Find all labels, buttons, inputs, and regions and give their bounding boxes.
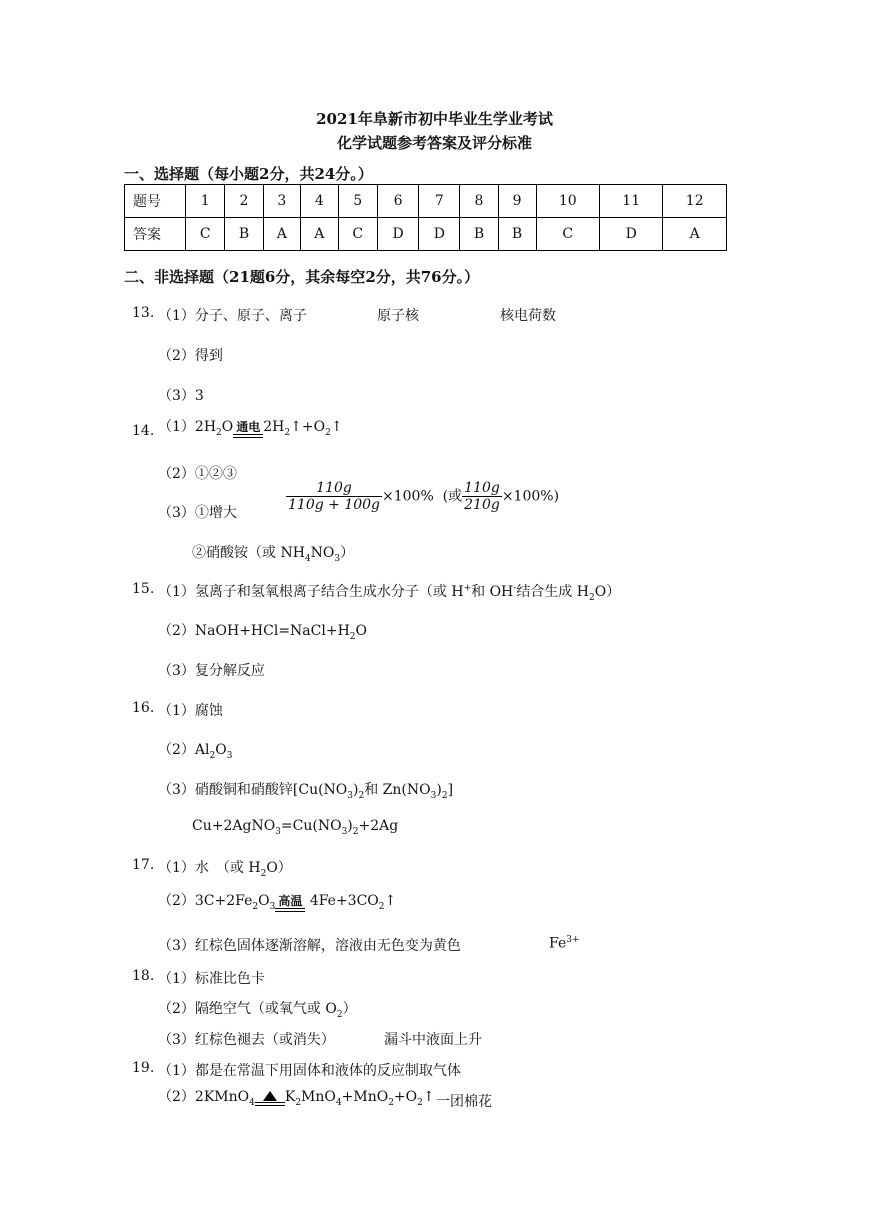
q15-number: 15.: [132, 581, 155, 597]
text: （1）氢离子和氢氧根离子结合生成水分子（或 H: [158, 584, 464, 600]
doc-title: 2021年阜新市初中毕业生学业考试: [316, 110, 553, 128]
q13-part2: （2）得到: [158, 348, 223, 364]
table-cell: B: [460, 218, 498, 251]
text: O）: [594, 584, 621, 600]
text: 和 Zn(NO: [364, 782, 431, 798]
alt-open: (或: [442, 488, 463, 505]
table-cell: A: [301, 218, 338, 251]
eq-text: ↑: [330, 419, 343, 435]
text: ]: [447, 782, 454, 798]
table-cell: C: [536, 218, 599, 251]
table-cell: A: [663, 218, 727, 251]
equals-sign: [255, 1102, 285, 1106]
eq-text: 2H: [194, 419, 217, 435]
q14-part1-equation: [158, 416, 343, 438]
text: O: [215, 742, 227, 758]
doc-subtitle: 化学试题参考答案及评分标准: [336, 134, 532, 152]
text: Cu+2AgNO: [192, 818, 276, 834]
section2-heading: 二、非选择题（21题6分，其余每空2分，共76分。）: [124, 268, 480, 286]
text: +MnO: [341, 1089, 389, 1105]
subscript: 2: [441, 790, 448, 801]
denominator: 210g: [464, 497, 500, 513]
subscript: 2: [336, 1009, 343, 1020]
q17-ion: [549, 935, 580, 952]
subscript: 3: [226, 750, 233, 761]
q15-part1: [158, 581, 620, 603]
part-label: （1）: [158, 419, 195, 435]
text: 4Fe+3CO: [309, 893, 379, 909]
superscript: +: [463, 583, 472, 594]
q16-part1: （1）腐蚀: [158, 703, 223, 719]
q17-part3: （3）红棕色固体逐渐溶解，溶液由无色变为黄色: [158, 938, 461, 954]
q17-number: 17.: [132, 857, 155, 873]
heat-condition: [255, 1091, 285, 1106]
text: ): [353, 782, 359, 798]
q19-number: 19.: [132, 1060, 155, 1076]
subscript: 2: [417, 1097, 423, 1108]
numerator: 110g: [464, 480, 500, 496]
text: （1）水 （或 H: [158, 860, 261, 876]
reaction-condition: [233, 421, 263, 438]
subscript: 4: [249, 1097, 255, 1108]
triangle-icon: [263, 1091, 277, 1101]
table-row-numbers: [125, 185, 727, 218]
subscript: 3: [334, 553, 341, 564]
q16-number: 16.: [132, 700, 155, 716]
q17-part2: [158, 890, 396, 912]
numerator: 110g: [316, 480, 352, 496]
subscript: 2: [252, 901, 259, 912]
subscript: 2: [295, 1097, 302, 1108]
table-cell: 1: [186, 185, 225, 218]
subscript: 2: [260, 868, 267, 879]
subscript: 2: [388, 1097, 394, 1108]
superscript: -: [513, 583, 517, 594]
q13-part1-c: 核电荷数: [500, 308, 556, 324]
text: ）: [342, 1001, 357, 1017]
subscript: 2: [216, 427, 222, 438]
text: 结合生成 H: [516, 584, 589, 600]
table-cell: C: [186, 218, 225, 251]
q18-part3-b: 漏斗中液面上升: [384, 1032, 482, 1048]
subscript: 2: [209, 750, 216, 761]
superscript: 3+: [566, 935, 580, 945]
q14-number: 14.: [132, 423, 155, 439]
text: （2）Al: [158, 742, 210, 758]
table-cell: 9: [498, 185, 536, 218]
subscript: 2: [325, 427, 331, 438]
table-cell: 6: [378, 185, 419, 218]
q18-part2: [158, 998, 357, 1020]
table-cell: 12: [663, 185, 727, 218]
table-cell: B: [498, 218, 536, 251]
text: ②硝酸铵（或 NH: [192, 545, 305, 561]
section1-heading: 一、选择题（每小题2分，共24分。）: [124, 165, 373, 183]
q19-part2: [158, 1086, 435, 1108]
q18-part3: （3）红棕色褪去（或消失）: [158, 1032, 335, 1048]
condition-label: 高温: [278, 894, 303, 908]
subscript: 2: [378, 901, 385, 912]
table-cell: C: [338, 218, 377, 251]
table-cell: 7: [419, 185, 460, 218]
q15-part2: [158, 620, 367, 642]
subscript: 2: [352, 826, 359, 837]
table-cell: 11: [600, 185, 663, 218]
text: O: [258, 893, 270, 909]
subscript: 2: [588, 592, 595, 603]
fraction-1: [286, 480, 382, 513]
q14-part3-b: [192, 542, 354, 564]
text: ↑: [384, 893, 397, 909]
table-cell: B: [225, 218, 263, 251]
text: +O: [393, 1089, 418, 1105]
text: K: [284, 1089, 296, 1105]
text: ): [347, 818, 353, 834]
condition-label: 通电: [236, 420, 261, 434]
q17-part1: [158, 857, 292, 879]
text: （2）隔绝空气（或氧气或 O: [158, 1001, 337, 1017]
q19-part1: （1）都是在常温下用固体和液体的反应制取气体: [158, 1063, 461, 1079]
text: ↑: [422, 1089, 435, 1105]
text: （2）NaOH+HCl=NaCl+H: [158, 623, 350, 639]
subscript: 4: [304, 553, 311, 564]
text: O: [355, 623, 367, 639]
denominator: 110g + 100g: [288, 497, 380, 513]
table-row-answers: [125, 218, 727, 251]
table-cell: 4: [301, 185, 338, 218]
table-cell: A: [263, 218, 300, 251]
table-header-answer: 答案: [125, 218, 186, 251]
eq-text: O: [221, 419, 234, 435]
table-cell: D: [600, 218, 663, 251]
table-cell: 10: [536, 185, 599, 218]
table-cell: 2: [225, 185, 263, 218]
equals-sign: [275, 908, 305, 912]
q13-number: 13.: [132, 305, 155, 321]
q13-part1: （1）分子、原子、离子: [158, 308, 307, 324]
q14-part3: （3）①增大: [158, 505, 237, 521]
text: +2Ag: [358, 818, 399, 834]
text: 和 OH: [471, 584, 514, 600]
text: O）: [266, 860, 292, 876]
q16-part2: [158, 739, 232, 761]
answer-table: [124, 184, 727, 251]
table-cell: 3: [263, 185, 300, 218]
q14-fraction-formula: [286, 480, 559, 513]
subscript: 3: [269, 901, 276, 912]
subscript: 3: [430, 790, 437, 801]
table-header-question: 题号: [125, 185, 186, 218]
q16-equation: [192, 818, 398, 837]
q14-part2: （2）①②③: [158, 466, 237, 482]
table-cell: D: [419, 218, 460, 251]
subscript: 3: [341, 826, 348, 837]
q13-part3: （3）3: [158, 388, 204, 404]
subscript: 2: [284, 427, 291, 438]
subscript: 3: [347, 790, 354, 801]
text: （2）3C+2Fe: [158, 893, 253, 909]
text: Fe: [549, 935, 567, 952]
text: ): [436, 782, 442, 798]
q18-part1: （1）标准比色卡: [158, 971, 265, 987]
table-cell: 5: [338, 185, 377, 218]
table-cell: D: [378, 218, 419, 251]
q15-part3: （3）复分解反应: [158, 663, 265, 679]
subscript: 4: [335, 1097, 342, 1108]
eq-text: 2H: [263, 419, 285, 435]
text: NO: [310, 545, 335, 561]
alt-close: ×100%): [501, 488, 560, 505]
text: ）: [340, 545, 355, 561]
q16-part3: [158, 779, 453, 801]
text: =Cu(NO: [280, 818, 342, 834]
q13-part1-b: 原子核: [377, 308, 419, 324]
eq-text: ↑+O: [290, 419, 326, 435]
equals-sign: [233, 434, 263, 438]
q18-number: 18.: [132, 968, 155, 984]
percent-factor: ×100%: [382, 488, 434, 505]
text: MnO: [301, 1089, 336, 1105]
fraction-2: [462, 480, 502, 513]
subscript: 2: [358, 790, 365, 801]
table-cell: 8: [460, 185, 498, 218]
text: （3）硝酸铜和硝酸锌[Cu(NO: [158, 782, 348, 798]
subscript: 2: [349, 631, 356, 642]
q19-part2-b: 一团棉花: [436, 1094, 492, 1110]
text: （2）2KMnO: [158, 1089, 250, 1105]
subscript: 3: [275, 826, 281, 837]
reaction-condition: [275, 895, 305, 912]
